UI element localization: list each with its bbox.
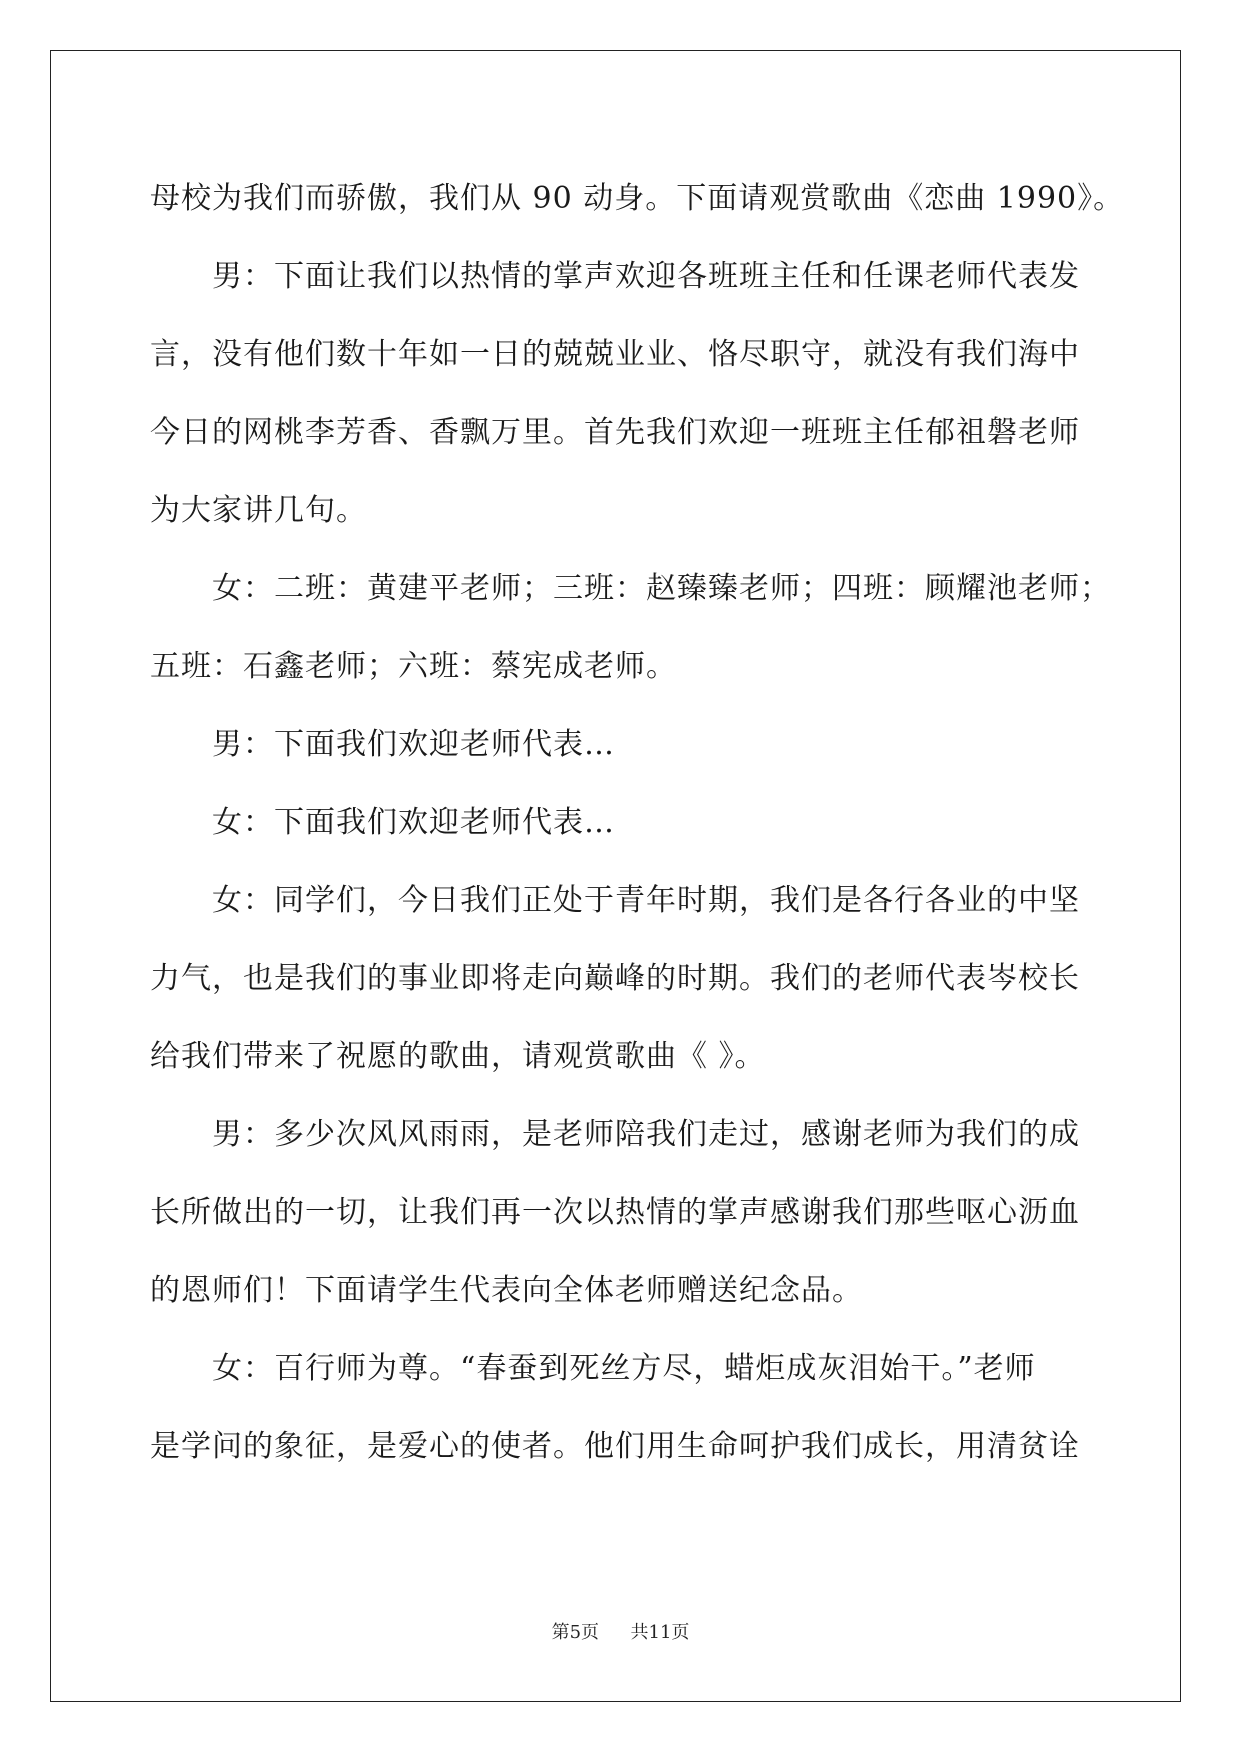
text-line-15: 的恩师们！下面请学生代表向全体老师赠送纪念品。 bbox=[150, 1273, 863, 1308]
text-line-6: 女：二班：黄建平老师；三班：赵臻臻老师；四班：顾耀池老师； bbox=[212, 571, 1111, 606]
text-line-13: 男：多少次风风雨雨，是老师陪我们走过，感谢老师为我们的成 bbox=[212, 1117, 1080, 1152]
text-line-12: 给我们带来了祝愿的歌曲，请观赏歌曲《 》。 bbox=[150, 1039, 766, 1074]
text-line-4: 今日的网桃李芳香、香飘万里。首先我们欢迎一班班主任郁祖磐老师 bbox=[150, 415, 1080, 450]
text-line-9: 女：下面我们欢迎老师代表… bbox=[212, 805, 615, 840]
page-number: 第5页 bbox=[551, 1622, 600, 1643]
text-line-10: 女：同学们，今日我们正处于青年时期，我们是各行各业的中坚 bbox=[212, 883, 1080, 918]
text-line-11: 力气，也是我们的事业即将走向巅峰的时期。我们的老师代表岑校长 bbox=[150, 961, 1080, 996]
page-footer bbox=[0, 1618, 1241, 1644]
text-line-7: 五班：石鑫老师；六班：蔡宪成老师。 bbox=[150, 649, 677, 684]
text-line-3: 言，没有他们数十年如一日的兢兢业业、恪尽职守，就没有我们海中 bbox=[150, 337, 1080, 372]
text-line-5: 为大家讲几句。 bbox=[150, 493, 367, 528]
page-total: 共11页 bbox=[630, 1622, 690, 1643]
text-line-16: 女：百行师为尊。“春蚕到死丝方尽，蜡炬成灰泪始干。”老师 bbox=[212, 1351, 1036, 1386]
text-line-17: 是学问的象征，是爱心的使者。他们用生命呵护我们成长，用清贫诠 bbox=[150, 1429, 1080, 1464]
text-line-8: 男：下面我们欢迎老师代表… bbox=[212, 727, 615, 762]
text-line-1: 母校为我们而骄傲，我们从 90 动身。下面请观赏歌曲《恋曲 1990》。 bbox=[150, 181, 1125, 216]
text-line-14: 长所做出的一切，让我们再一次以热情的掌声感谢我们那些呕心沥血 bbox=[150, 1195, 1080, 1230]
document-body bbox=[150, 160, 1125, 1486]
text-line-2: 男：下面让我们以热情的掌声欢迎各班班主任和任课老师代表发 bbox=[212, 259, 1080, 294]
